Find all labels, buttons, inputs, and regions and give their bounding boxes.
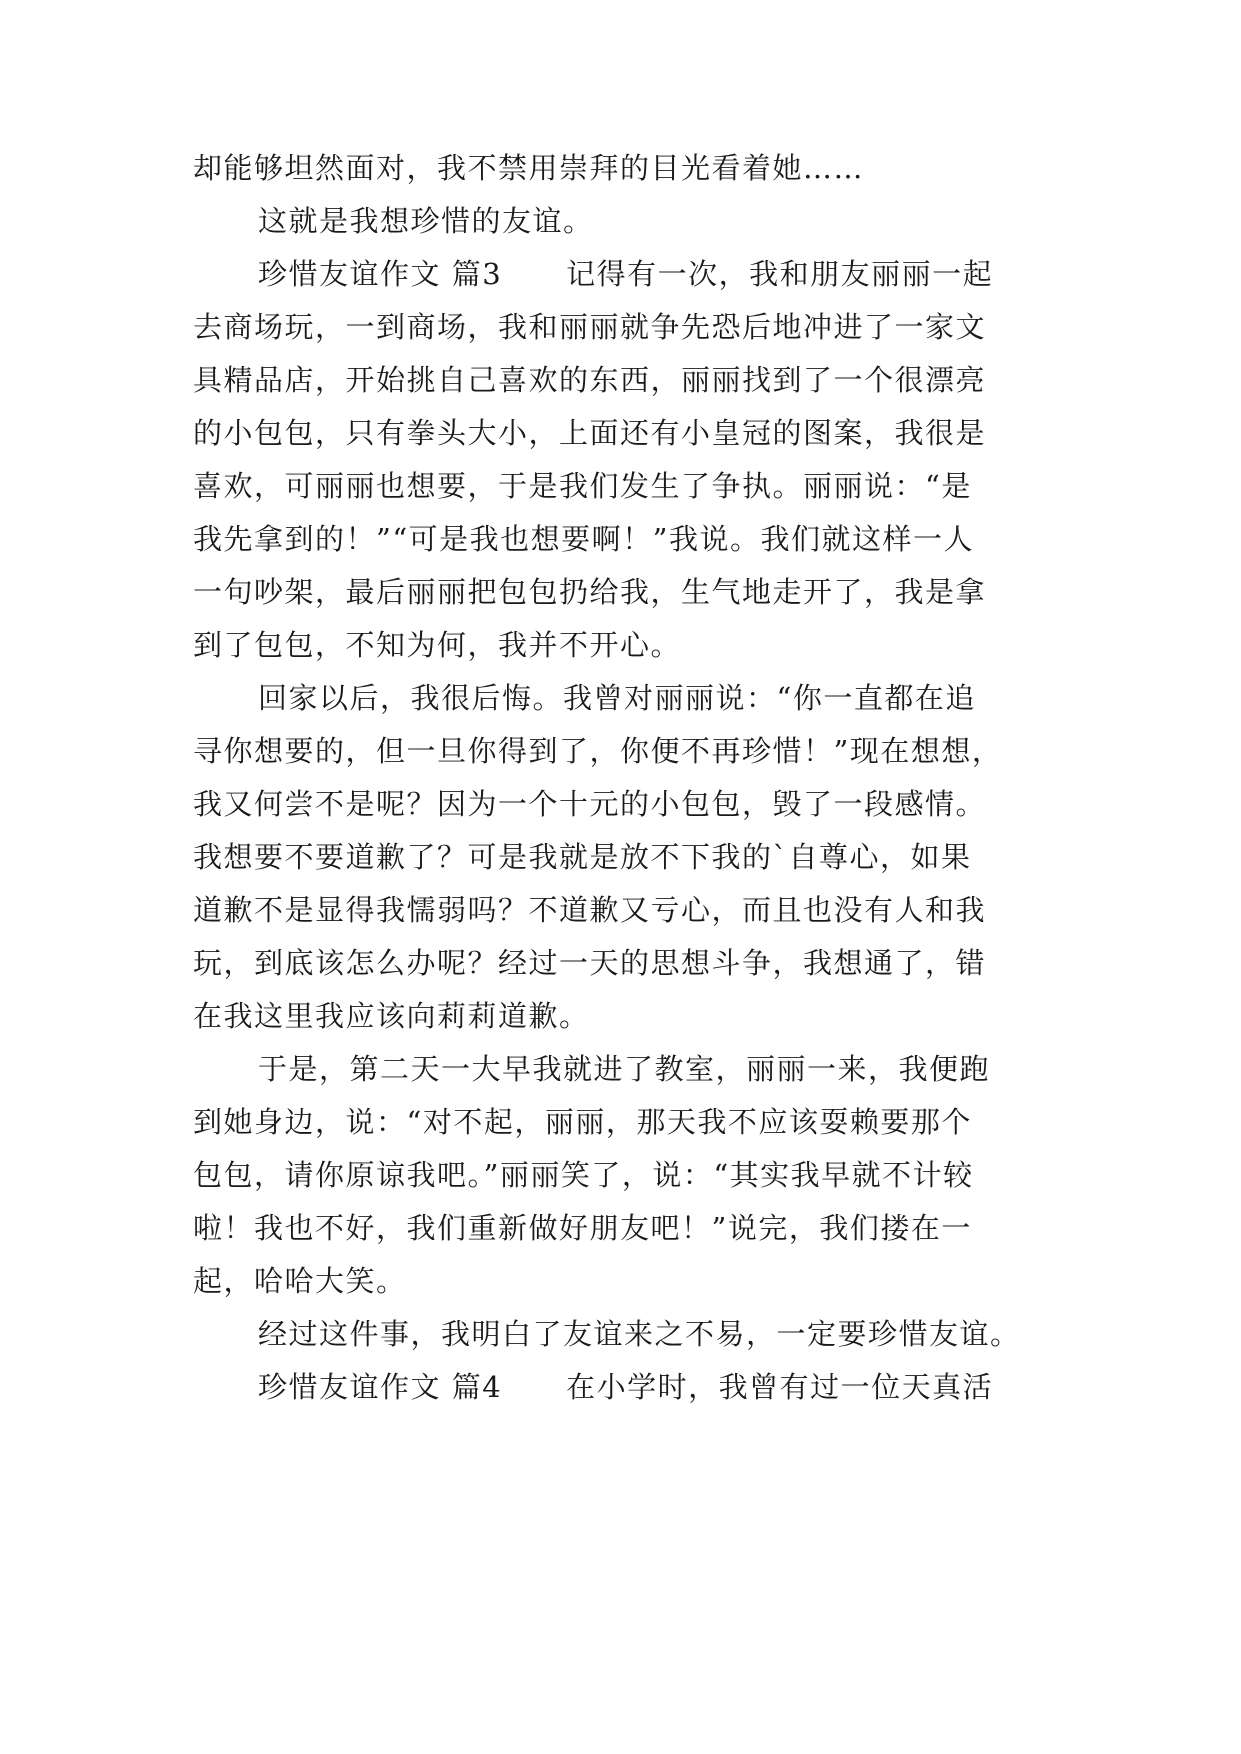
text-line: 具精品店，开始挑自己喜欢的东西，丽丽找到了一个很漂亮: [193, 363, 987, 397]
text-line: 这就是我想珍惜的友谊。: [258, 204, 594, 238]
text-line: 经过这件事，我明白了友谊来之不易，一定要珍惜友谊。: [258, 1317, 1021, 1351]
text-line: 起，哈哈大笑。: [193, 1264, 407, 1298]
text-line: 到她身边，说：“对不起，丽丽，那天我不应该耍赖要那个: [193, 1105, 972, 1139]
text-line: 包包，请你原谅我吧。”丽丽笑了，说：“其实我早就不计较: [193, 1158, 974, 1192]
text-line: 于是，第二天一大早我就进了教室，丽丽一来，我便跑: [258, 1052, 991, 1086]
text-line: 却能够坦然面对，我不禁用崇拜的目光看着她……: [193, 151, 865, 185]
text-line: 啦！我也不好，我们重新做好朋友吧！”说完，我们搂在一: [193, 1211, 972, 1245]
text-line: 的小包包，只有拳头大小，上面还有小皇冠的图案，我很是: [193, 416, 987, 450]
text-line: 记得有一次，我和朋友丽丽一起: [566, 257, 994, 291]
text-line: 喜欢，可丽丽也想要，于是我们发生了争执。丽丽说：“是: [193, 469, 972, 503]
text-line: 我想要不要道歉了？可是我就是放不下我的`自尊心，如果: [193, 840, 972, 874]
text-line: 道歉不是显得我懦弱吗？不道歉又亏心，而且也没有人和我: [193, 893, 987, 927]
text-line: 寻你想要的，但一旦你得到了，你便不再珍惜！”现在想想，: [193, 734, 1003, 768]
section-heading-4: 珍惜友谊作文 篇4 在小学时，我曾有过一位天真活: [258, 1370, 994, 1404]
text-line: 我先拿到的！”“可是我也想要啊！”我说。我们就这样一人: [193, 522, 974, 556]
text-line: 去商场玩，一到商场，我和丽丽就争先恐后地冲进了一家文: [193, 310, 987, 344]
text-line: 回家以后，我很后悔。我曾对丽丽说：“你一直都在追: [258, 681, 976, 715]
text-line: 我又何尝不是呢？因为一个十元的小包包，毁了一段感情。: [193, 787, 987, 821]
text-line: 一句吵架，最后丽丽把包包扔给我，生气地走开了，我是拿: [193, 575, 987, 609]
text-line: 到了包包，不知为何，我并不开心。: [193, 628, 682, 662]
section-heading-3: 珍惜友谊作文 篇3 记得有一次，我和朋友丽丽一起: [258, 257, 994, 291]
text-line: 在我这里我应该向莉莉道歉。: [193, 999, 590, 1033]
text-line: 在小学时，我曾有过一位天真活: [566, 1370, 994, 1404]
text-line: 玩，到底该怎么办呢？经过一天的思想斗争，我想通了，错: [193, 946, 987, 980]
